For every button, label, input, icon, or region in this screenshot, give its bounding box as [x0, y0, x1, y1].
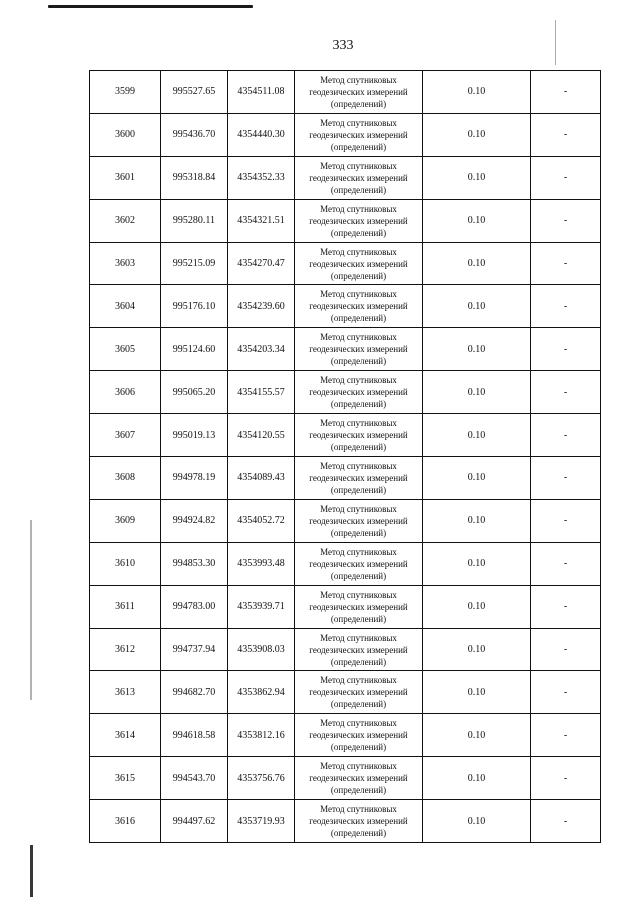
method-line: (определений)	[330, 184, 387, 195]
method-cell	[295, 414, 423, 457]
x-coordinate-cell: 995527.65	[161, 71, 228, 114]
method-line: (определений)	[330, 270, 387, 281]
x-coordinate-cell: 994543.70	[161, 757, 228, 800]
table-row	[90, 628, 601, 671]
method-line: геодезических измерений	[309, 601, 408, 612]
method-line: Метод спутниковых	[320, 761, 397, 772]
accuracy-cell: 0.10	[423, 242, 531, 285]
method-line: геодезических измерений	[309, 558, 408, 569]
note-cell: -	[531, 113, 601, 156]
x-coordinate-cell: 994497.62	[161, 800, 228, 843]
method-line: (определений)	[330, 313, 387, 324]
method-cell	[295, 499, 423, 542]
accuracy-cell: 0.10	[423, 757, 531, 800]
method-line: Метод спутниковых	[320, 460, 397, 471]
accuracy-cell: 0.10	[423, 156, 531, 199]
method-line: геодезических измерений	[309, 773, 408, 784]
point-number-cell: 3614	[90, 714, 161, 757]
x-coordinate-cell: 994783.00	[161, 585, 228, 628]
x-coordinate-cell: 994618.58	[161, 714, 228, 757]
method-cell	[295, 156, 423, 199]
accuracy-cell: 0.10	[423, 199, 531, 242]
method-line: (определений)	[330, 484, 387, 495]
method-cell	[295, 585, 423, 628]
note-cell: -	[531, 71, 601, 114]
table-row	[90, 328, 601, 371]
method-line: (определений)	[330, 699, 387, 710]
method-line: Метод спутниковых	[320, 804, 397, 815]
note-cell: -	[531, 628, 601, 671]
method-line: (определений)	[330, 141, 387, 152]
method-line: геодезических измерений	[309, 344, 408, 355]
note-cell: -	[531, 328, 601, 371]
table-row	[90, 156, 601, 199]
page-number: 333	[332, 38, 354, 53]
accuracy-cell: 0.10	[423, 328, 531, 371]
x-coordinate-cell: 994853.30	[161, 542, 228, 585]
note-cell: -	[531, 156, 601, 199]
method-line: Метод спутниковых	[320, 332, 397, 343]
point-number-cell: 3615	[90, 757, 161, 800]
x-coordinate-cell: 995215.09	[161, 242, 228, 285]
method-line: Метод спутниковых	[320, 289, 397, 300]
method-line: Метод спутниковых	[320, 632, 397, 643]
table-row	[90, 457, 601, 500]
accuracy-cell: 0.10	[423, 714, 531, 757]
note-cell: -	[531, 242, 601, 285]
note-cell: -	[531, 371, 601, 414]
table-row	[90, 671, 601, 714]
method-cell	[295, 542, 423, 585]
note-cell: -	[531, 499, 601, 542]
point-number-cell: 3604	[90, 285, 161, 328]
method-line: Метод спутниковых	[320, 546, 397, 557]
method-line: геодезических измерений	[309, 172, 408, 183]
y-coordinate-cell: 4353756.76	[228, 757, 295, 800]
point-number-cell: 3606	[90, 371, 161, 414]
accuracy-cell: 0.10	[423, 457, 531, 500]
method-line: (определений)	[330, 356, 387, 367]
x-coordinate-cell: 995065.20	[161, 371, 228, 414]
x-coordinate-cell: 995019.13	[161, 414, 228, 457]
method-line: геодезических измерений	[309, 430, 408, 441]
method-line: Метод спутниковых	[320, 418, 397, 429]
table-row	[90, 714, 601, 757]
accuracy-cell: 0.10	[423, 671, 531, 714]
method-line: Метод спутниковых	[320, 718, 397, 729]
table-row	[90, 113, 601, 156]
note-cell: -	[531, 757, 601, 800]
y-coordinate-cell: 4354052.72	[228, 499, 295, 542]
scan-artifact-left-mark	[30, 520, 32, 700]
point-number-cell: 3605	[90, 328, 161, 371]
y-coordinate-cell: 4354155.57	[228, 371, 295, 414]
x-coordinate-cell: 995124.60	[161, 328, 228, 371]
method-cell	[295, 714, 423, 757]
x-coordinate-cell: 995280.11	[161, 199, 228, 242]
method-cell	[295, 242, 423, 285]
accuracy-cell: 0.10	[423, 542, 531, 585]
note-cell: -	[531, 585, 601, 628]
accuracy-cell: 0.10	[423, 285, 531, 328]
method-cell	[295, 757, 423, 800]
method-line: геодезических измерений	[309, 129, 408, 140]
table-row	[90, 585, 601, 628]
method-line: (определений)	[330, 442, 387, 453]
table-row	[90, 414, 601, 457]
x-coordinate-cell: 995436.70	[161, 113, 228, 156]
x-coordinate-cell: 994737.94	[161, 628, 228, 671]
method-line: Метод спутниковых	[320, 375, 397, 386]
method-line: Метод спутниковых	[320, 675, 397, 686]
point-number-cell: 3601	[90, 156, 161, 199]
x-coordinate-cell: 994924.82	[161, 499, 228, 542]
method-line: геодезических измерений	[309, 472, 408, 483]
method-line: геодезических измерений	[309, 258, 408, 269]
y-coordinate-cell: 4353719.93	[228, 800, 295, 843]
y-coordinate-cell: 4354270.47	[228, 242, 295, 285]
method-line: (определений)	[330, 227, 387, 238]
table-row	[90, 499, 601, 542]
method-line: Метод спутниковых	[320, 117, 397, 128]
method-cell	[295, 628, 423, 671]
table-row	[90, 800, 601, 843]
x-coordinate-cell: 995318.84	[161, 156, 228, 199]
method-line: (определений)	[330, 98, 387, 109]
y-coordinate-cell: 4354511.08	[228, 71, 295, 114]
y-coordinate-cell: 4354352.33	[228, 156, 295, 199]
accuracy-cell: 0.10	[423, 371, 531, 414]
point-number-cell: 3607	[90, 414, 161, 457]
point-number-cell: 3609	[90, 499, 161, 542]
method-line: геодезических измерений	[309, 86, 408, 97]
method-line: (определений)	[330, 656, 387, 667]
accuracy-cell: 0.10	[423, 71, 531, 114]
method-line: Метод спутниковых	[320, 503, 397, 514]
method-line: Метод спутниковых	[320, 74, 397, 85]
method-cell	[295, 457, 423, 500]
accuracy-cell: 0.10	[423, 499, 531, 542]
table-row	[90, 757, 601, 800]
accuracy-cell: 0.10	[423, 628, 531, 671]
method-line: (определений)	[330, 785, 387, 796]
scan-artifact-top-stroke	[48, 5, 253, 8]
method-cell	[295, 285, 423, 328]
y-coordinate-cell: 4353939.71	[228, 585, 295, 628]
point-number-cell: 3599	[90, 71, 161, 114]
x-coordinate-cell: 994682.70	[161, 671, 228, 714]
note-cell: -	[531, 414, 601, 457]
method-line: геодезических измерений	[309, 730, 408, 741]
y-coordinate-cell: 4354239.60	[228, 285, 295, 328]
method-line: (определений)	[330, 399, 387, 410]
method-line: Метод спутниковых	[320, 203, 397, 214]
method-cell	[295, 71, 423, 114]
note-cell: -	[531, 542, 601, 585]
method-line: геодезических измерений	[309, 816, 408, 827]
point-number-cell: 3611	[90, 585, 161, 628]
method-cell	[295, 371, 423, 414]
method-line: (определений)	[330, 613, 387, 624]
note-cell: -	[531, 800, 601, 843]
table-row	[90, 371, 601, 414]
table-row	[90, 199, 601, 242]
coordinates-table-body	[90, 71, 601, 843]
method-cell	[295, 671, 423, 714]
note-cell: -	[531, 457, 601, 500]
accuracy-cell: 0.10	[423, 113, 531, 156]
method-line: геодезических измерений	[309, 687, 408, 698]
point-number-cell: 3600	[90, 113, 161, 156]
y-coordinate-cell: 4353993.48	[228, 542, 295, 585]
method-line: Метод спутниковых	[320, 246, 397, 257]
table-row	[90, 285, 601, 328]
x-coordinate-cell: 994978.19	[161, 457, 228, 500]
method-line: (определений)	[330, 570, 387, 581]
y-coordinate-cell: 4354321.51	[228, 199, 295, 242]
table-row	[90, 242, 601, 285]
y-coordinate-cell: 4353812.16	[228, 714, 295, 757]
note-cell: -	[531, 199, 601, 242]
point-number-cell: 3613	[90, 671, 161, 714]
method-cell	[295, 113, 423, 156]
method-line: (определений)	[330, 527, 387, 538]
note-cell: -	[531, 285, 601, 328]
table-row	[90, 71, 601, 114]
y-coordinate-cell: 4354089.43	[228, 457, 295, 500]
method-cell	[295, 199, 423, 242]
method-line: геодезических измерений	[309, 301, 408, 312]
method-line: геодезических измерений	[309, 215, 408, 226]
method-cell	[295, 800, 423, 843]
y-coordinate-cell: 4353908.03	[228, 628, 295, 671]
point-number-cell: 3608	[90, 457, 161, 500]
y-coordinate-cell: 4354203.34	[228, 328, 295, 371]
accuracy-cell: 0.10	[423, 414, 531, 457]
method-line: Метод спутниковых	[320, 589, 397, 600]
scan-artifact-left-mark	[30, 845, 33, 897]
accuracy-cell: 0.10	[423, 800, 531, 843]
accuracy-cell: 0.10	[423, 585, 531, 628]
point-number-cell: 3616	[90, 800, 161, 843]
y-coordinate-cell: 4353862.94	[228, 671, 295, 714]
method-line: геодезических измерений	[309, 387, 408, 398]
y-coordinate-cell: 4354440.30	[228, 113, 295, 156]
method-cell	[295, 328, 423, 371]
y-coordinate-cell: 4354120.55	[228, 414, 295, 457]
method-line: геодезических измерений	[309, 644, 408, 655]
table-row	[90, 542, 601, 585]
point-number-cell: 3610	[90, 542, 161, 585]
point-number-cell: 3602	[90, 199, 161, 242]
method-line: геодезических измерений	[309, 515, 408, 526]
method-line: Метод спутниковых	[320, 160, 397, 171]
method-line: (определений)	[330, 828, 387, 839]
point-number-cell: 3612	[90, 628, 161, 671]
x-coordinate-cell: 995176.10	[161, 285, 228, 328]
method-line: (определений)	[330, 742, 387, 753]
point-number-cell: 3603	[90, 242, 161, 285]
note-cell: -	[531, 714, 601, 757]
coordinates-table	[89, 70, 601, 843]
note-cell: -	[531, 671, 601, 714]
